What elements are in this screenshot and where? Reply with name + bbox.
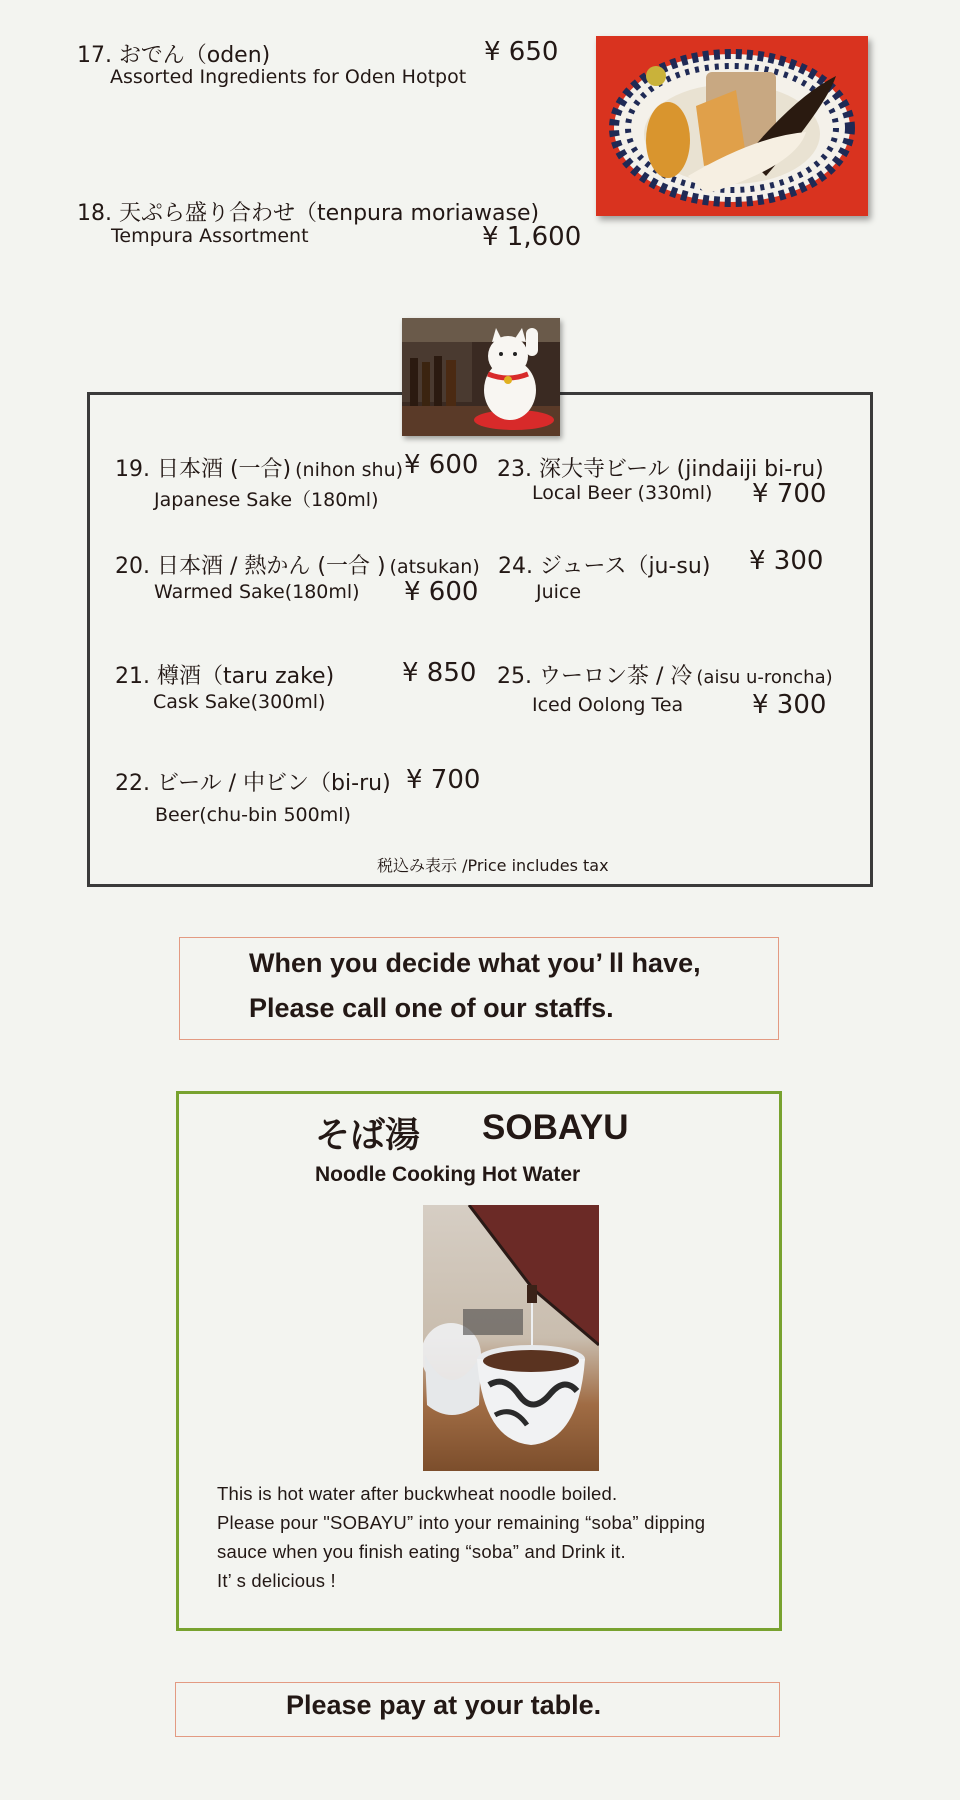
sobayu-desc-line1: This is hot water after buckwheat noodle boiled. bbox=[217, 1483, 618, 1504]
item-18-price: ¥ 1,600 bbox=[482, 222, 582, 252]
item-18-english: Tempura Assortment bbox=[111, 225, 309, 247]
item-17-name: 17. おでん（oden) bbox=[77, 43, 271, 68]
sobayu-title-jp: そば湯 bbox=[315, 1116, 421, 1155]
sobayu-cup-photo bbox=[423, 1205, 599, 1471]
drink-21-english: Cask Sake(300ml) bbox=[153, 691, 326, 713]
drink-24-price: ¥ 300 bbox=[749, 546, 824, 576]
maneki-neko-photo bbox=[402, 318, 560, 436]
drink-25-name: 25. ウーロン茶 / 冷 (aisu u-roncha) bbox=[497, 664, 833, 689]
oden-photo bbox=[596, 36, 868, 216]
call-notice-line1: When you decide what you’ ll have, bbox=[249, 948, 701, 978]
drink-20-name: 20. 日本酒 / 熱かん (一合 ) (atsukan) bbox=[115, 554, 480, 579]
drink-22-english: Beer(chu-bin 500ml) bbox=[155, 804, 351, 826]
sobayu-desc-line2: Please pour "SOBAYU” into your remaining “soba” dipping bbox=[217, 1512, 706, 1533]
drink-21-price: ¥ 850 bbox=[402, 658, 477, 688]
item-18-name: 18. 天ぷら盛り合わせ（tenpura moriawase) bbox=[77, 201, 540, 226]
item-17-price: ¥ 650 bbox=[484, 37, 559, 67]
sobayu-title-en: SOBAYU bbox=[482, 1108, 629, 1147]
drink-19-name: 19. 日本酒 (一合) (nihon shu) bbox=[115, 457, 404, 482]
sobayu-desc-line3: sauce when you finish eating “soba” and Drink it. bbox=[217, 1541, 626, 1562]
drink-19-price: ¥ 600 bbox=[404, 450, 479, 480]
drink-21-name: 21. 樽酒（taru zake) bbox=[115, 664, 335, 689]
sobayu-desc-line4: It’ s delicious ! bbox=[217, 1570, 336, 1591]
drink-22-name: 22. ビール / 中ビン（bi-ru) bbox=[115, 771, 391, 796]
item-17-english: Assorted Ingredients for Oden Hotpot bbox=[110, 66, 467, 88]
drink-24-english: Juice bbox=[536, 581, 582, 603]
call-notice-line2: Please call one of our staffs. bbox=[249, 993, 614, 1023]
pay-notice-text: Please pay at your table. bbox=[286, 1690, 602, 1720]
drink-20-english: Warmed Sake(180ml) bbox=[154, 581, 360, 603]
drink-25-price: ¥ 300 bbox=[752, 690, 827, 720]
drink-24-name: 24. ジュース（ju-su) bbox=[498, 554, 711, 579]
drink-20-price: ¥ 600 bbox=[404, 577, 479, 607]
tax-note: 税込み表示 /Price includes tax bbox=[377, 856, 609, 875]
drink-23-english: Local Beer (330ml) bbox=[532, 482, 713, 504]
drink-19-english: Japanese Sake（180ml) bbox=[154, 489, 379, 511]
drink-25-english: Iced Oolong Tea bbox=[532, 694, 684, 716]
drink-23-name: 23. 深大寺ビール (jindaiji bi-ru) bbox=[497, 457, 824, 482]
drink-23-price: ¥ 700 bbox=[752, 479, 827, 509]
drink-22-price: ¥ 700 bbox=[406, 765, 481, 795]
sobayu-subtitle: Noodle Cooking Hot Water bbox=[315, 1163, 581, 1186]
